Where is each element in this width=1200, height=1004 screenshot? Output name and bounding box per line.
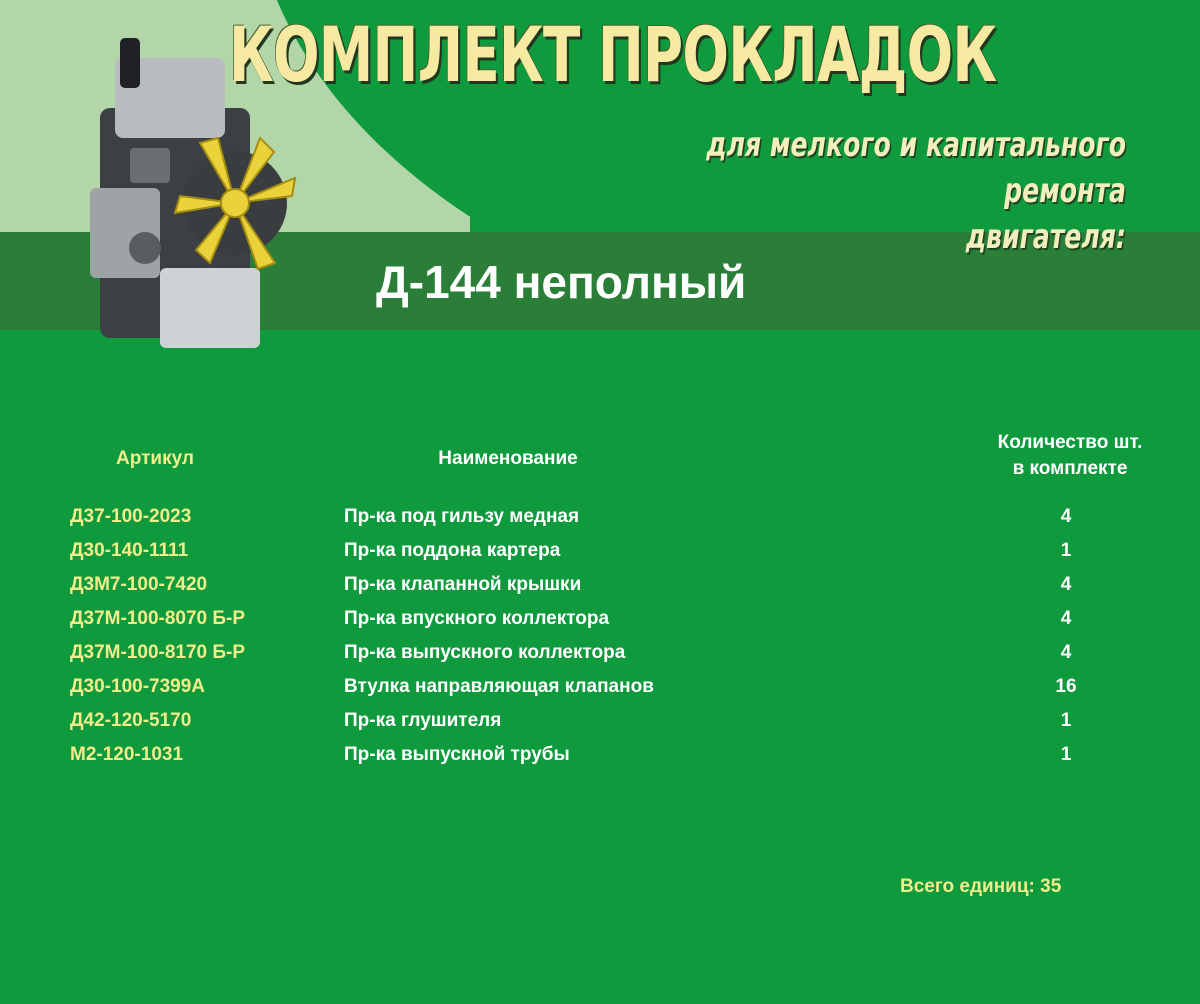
subtitle — [608, 122, 1126, 260]
quantity-cell: 4 — [1060, 608, 1072, 629]
name-cell: Пр-ка поддона картера — [344, 540, 561, 561]
article-cell: Д3М7-100-7420 — [70, 574, 208, 595]
column-header-article: Артикул — [116, 448, 194, 469]
table-row — [0, 740, 1200, 774]
column-header-quantity-line-2: в комплекте — [1012, 458, 1128, 479]
main-title: КОМПЛЕКТ ПРОКЛАДОК — [229, 10, 997, 99]
table-row — [0, 638, 1200, 672]
name-cell: Пр-ка под гильзу медная — [344, 506, 580, 527]
name-cell: Втулка направляющая клапанов — [344, 676, 654, 697]
name-cell: Пр-ка выпускной трубы — [344, 744, 570, 765]
name-cell: Пр-ка выпускного коллектора — [344, 642, 626, 663]
article-cell: Д30-100-7399А — [70, 676, 206, 697]
article-cell: М2-120-1031 — [70, 744, 184, 765]
article-cell: Д37М-100-8070 Б-Р — [70, 608, 246, 629]
quantity-cell: 4 — [1060, 506, 1072, 527]
name-cell: Пр-ка клапанной крышки — [344, 574, 582, 595]
table-row — [0, 502, 1200, 536]
column-header-name: Наименование — [438, 448, 578, 469]
table-row — [0, 604, 1200, 638]
name-cell: Пр-ка глушителя — [344, 710, 502, 731]
article-cell: Д30-140-1111 — [70, 540, 189, 561]
quantity-cell: 1 — [1060, 710, 1072, 731]
table-row — [0, 536, 1200, 570]
table-row — [0, 570, 1200, 604]
quantity-cell: 4 — [1060, 574, 1072, 595]
engine-model: Д-144 неполный — [376, 256, 747, 308]
article-cell: Д42-120-5170 — [70, 710, 192, 731]
subtitle-line-2: двигателя: — [965, 217, 1126, 257]
total-units: Всего единиц: 35 — [900, 876, 1062, 897]
quantity-cell: 1 — [1060, 540, 1072, 561]
article-cell: Д37М-100-8170 Б-Р — [70, 642, 246, 663]
quantity-cell: 16 — [1055, 676, 1077, 697]
column-header-quantity-line-1: Количество шт. — [997, 432, 1143, 453]
quantity-cell: 4 — [1060, 642, 1072, 663]
parts-table — [0, 502, 1200, 774]
article-cell: Д37-100-2023 — [70, 506, 192, 527]
table-row — [0, 672, 1200, 706]
subtitle-line-1: для мелкого и капитального ремонта — [706, 125, 1126, 211]
column-header-quantity — [960, 430, 1180, 482]
quantity-cell: 1 — [1060, 744, 1072, 765]
name-cell: Пр-ка впускного коллектора — [344, 608, 610, 629]
table-row — [0, 706, 1200, 740]
